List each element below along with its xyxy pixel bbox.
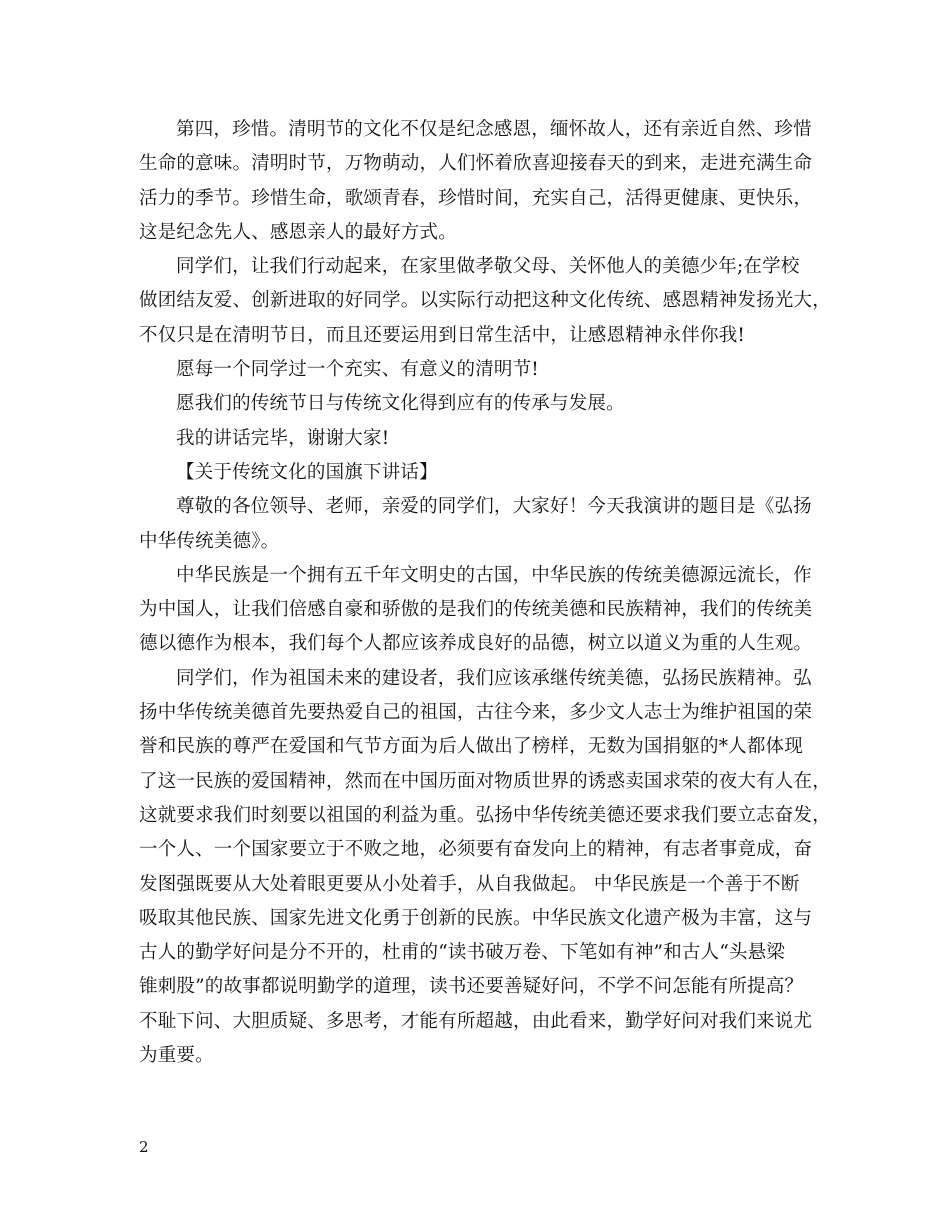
paragraph-line: 生命的意味。清明时节，万物萌动，人们怀着欣喜迎接春天的到来，走进充满生命 [139,153,813,175]
paragraph-line: 中华民族是一个拥有五千年文明史的古国，中华民族的传统美德源远流长，作 [176,564,812,586]
paragraph-line: 同学们，让我们行动起来，在家里做孝敬父母、关怀他人的美德少年;在学校 [176,256,800,278]
paragraph-line: 一个人、一个国家要立于不败之地，必须要有奋发向上的精神，有志者事竟成，奋 [139,839,813,861]
paragraph-line: 锥刺股”的故事都说明勤学的道理，读书还要善疑好问，不学不问怎能有所提高？ [139,976,804,998]
paragraph-line: 活力的季节。珍惜生命，歌颂青春，珍惜时间，充实自己，活得更健康、更快乐， [139,187,813,209]
paragraph-line: 我的讲话完毕，谢谢大家! [176,427,390,449]
paragraph-line: 第四，珍惜。清明节的文化不仅是纪念感恩，缅怀故人，还有亲近自然、珍惜 [176,119,812,140]
paragraph-line: 中华传统美德》。 [139,530,280,552]
paragraph-line: 愿我们的传统节日与传统文化得到应有的传承与发展。 [176,393,625,415]
paragraph-line: 为中国人，让我们倍感自豪和骄傲的是我们的传统美德和民族精神，我们的传统美 [139,599,813,621]
section-heading: 【关于传统文化的国旗下讲话】 [176,461,438,483]
paragraph-line: 不仅只是在清明节日，而且还要运用到日常生活中，让感恩精神永伴你我! [139,324,746,346]
page-number: 2 [139,1138,149,1156]
paragraph-line: 这是纪念先人、感恩亲人的最好方式。 [139,221,457,243]
paragraph-line: 同学们，作为祖国未来的建设者，我们应该承继传统美德，弘扬民族精神。弘 [176,667,812,689]
paragraph-line: 吸取其他民族、国家先进文化勇于创新的民族。中华民族文化遗产极为丰富，这与 [139,907,813,929]
paragraph-line: 德以德作为根本，我们每个人都应该养成良好的品德，树立以道义为重的人生观。 [139,633,813,655]
paragraph-line: 发图强既要从大处着眼更要从小处着手，从自我做起。 中华民族是一个善于不断 [139,873,800,895]
paragraph-line: 这就要求我们时刻要以祖国的利益为重。弘扬中华传统美德还要求我们要立志奋发， [139,804,831,826]
paragraph-line: 愿每一个同学过一个充实、有意义的清明节! [176,359,539,381]
document-body [139,113,839,1073]
paragraph-line: 誉和民族的尊严在爱国和气节方面为后人做出了榜样，无数为国捐躯的*人都体现 [139,736,803,758]
paragraph-line: 不耻下问、大胆质疑、多思考，才能有所超越，由此看来，勤学好问对我们来说尤 [139,1010,813,1032]
paragraph-line: 做团结友爱、创新进取的好同学。以实际行动把这种文化传统、感恩精神发扬光大， [139,290,831,312]
paragraph-line: 了这一民族的爱国精神，然而在中国历面对物质世界的诱惑卖国求荣的夜大有人在， [139,770,831,792]
paragraph-line: 为重要。 [139,1045,214,1067]
paragraph-line: 古人的勤学好问是分不开的，杜甫的“读书破万卷、下笔如有神”和古人“头悬梁 [139,942,786,964]
paragraph-line: 扬中华传统美德首先要热爱自己的祖国，古往今来，多少文人志士为维护祖国的荣 [139,702,813,724]
paragraph-line: 尊敬的各位领导、老师，亲爱的同学们，大家好！今天我演讲的题目是《弘扬 [176,496,812,518]
